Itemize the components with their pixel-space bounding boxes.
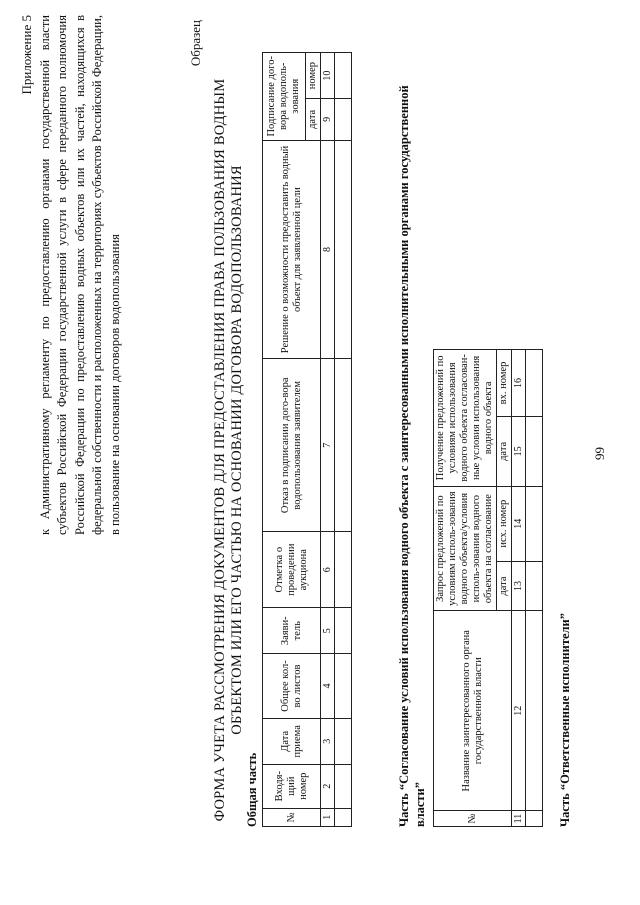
t1-blank-cell	[335, 654, 352, 719]
t1-num-cell: 5	[321, 608, 335, 654]
t2-num-cell: 16	[512, 350, 526, 417]
t1-header-refusal: Отказ в подписании дого-вора водопользования заявителем	[263, 359, 321, 532]
sample-label: Образец	[188, 20, 203, 67]
t2-blank-cell	[526, 486, 543, 561]
t2-num-cell: 11	[512, 811, 526, 827]
t1-blank-cell	[335, 608, 352, 654]
t2-header-request: Запрос предложений по условиям исполь-зования водного объекта/условия исполь-зования водного объекта на согласование	[434, 486, 497, 611]
t1-blank-cell	[335, 718, 352, 764]
t1-num-cell: 3	[321, 718, 335, 764]
t1-num-cell: 10	[321, 53, 335, 99]
t1-num-cell: 7	[321, 359, 335, 532]
t1-num-cell: 9	[321, 99, 335, 140]
t2-subheader-incoming-number: вх. номер	[497, 350, 512, 417]
t1-header-no: №	[263, 808, 321, 826]
appendix-block	[18, 15, 124, 535]
agreement-table	[433, 349, 543, 827]
form-title	[212, 55, 246, 845]
form-title-line1: ФОРМА УЧЕТА РАССМОТРЕНИЯ ДОКУМЕНТОВ ДЛЯ ПРЕДОСТАВЛЕНИЯ ПРАВА ПОЛЬЗОВАНИЯ ВОДНЫМ	[212, 78, 228, 822]
t2-blank-row	[526, 350, 543, 827]
t1-blank-cell	[335, 140, 352, 359]
t2-number-row	[512, 350, 526, 827]
t1-blank-cell	[335, 764, 352, 808]
general-table	[262, 52, 352, 827]
t2-blank-cell	[526, 350, 543, 417]
t2-subheader-outgoing-number: исх. номер	[497, 486, 512, 561]
t2-blank-cell	[526, 611, 543, 811]
t1-blank-cell	[335, 359, 352, 532]
appendix-text: к Административному регламенту по предоставлению органами государственной власти субъектов Российской Федерации государственной услуги в сфере переданного полномочия Российской Федерации по предоставлению водных объектов или их частей, находящихся в федеральной собственности и расположенных на территориях субъектов Российской Федерации, в пользование на основании договоров водопользования	[37, 15, 122, 535]
t1-number-row	[321, 53, 335, 827]
t1-subheader-date: дата	[306, 99, 321, 140]
t2-blank-cell	[526, 811, 543, 827]
t1-header-auction-mark: Отметка о проведении аукциона	[263, 532, 321, 608]
t1-blank-row	[335, 53, 352, 827]
t2-num-cell: 13	[512, 561, 526, 611]
appendix-label: Приложение 5	[19, 15, 34, 95]
t2-num-cell: 12	[512, 611, 526, 811]
t1-num-cell: 6	[321, 532, 335, 608]
t1-num-cell: 2	[321, 764, 335, 808]
page-number: 99	[592, 447, 607, 460]
t1-blank-cell	[335, 532, 352, 608]
section-general-title: Общая часть	[245, 752, 259, 827]
t1-num-cell: 4	[321, 654, 335, 719]
section-agreement-title: Часть “Согласование условий использования водного объекта с заинтересованными исполнительными органами государственной власти”	[397, 85, 427, 827]
form-title-line2: ОБЪЕКТОМ ИЛИ ЕГО ЧАСТЬЮ НА ОСНОВАНИИ ДОГОВОРА ВОДОПОЛЬЗОВАНИЯ	[229, 165, 245, 735]
t2-header-authority-name: Название заинтересованного органа государственной власти	[434, 611, 512, 811]
t1-blank-cell	[335, 808, 352, 826]
t1-num-cell: 1	[321, 808, 335, 826]
t2-header-no: №	[434, 811, 512, 827]
t2-subheader-date: дата	[497, 416, 512, 486]
t2-blank-cell	[526, 561, 543, 611]
t2-num-cell: 14	[512, 486, 526, 561]
t1-subheader-number: номер	[306, 53, 321, 99]
t1-header-applicant: Заяви-тель	[263, 608, 321, 654]
t1-header-incoming-number: Входя-щий номер	[263, 764, 321, 808]
t1-num-cell: 8	[321, 140, 335, 359]
t1-header-decision: Решение о возможности предоставить водный объект для заявленной цели	[263, 140, 321, 359]
t1-header-contract-signing: Подписание дого-вора водополь-зования	[263, 53, 306, 141]
t1-blank-cell	[335, 53, 352, 99]
section-executors-title: Часть “Ответственные исполнители”	[558, 613, 572, 827]
t2-header-receipt: Получение предложений по условиям использования водного объекта согласован-ные условия использования водного объекта	[434, 350, 497, 487]
t2-subheader-date: дата	[497, 561, 512, 611]
t1-header-date-received: Дата приема	[263, 718, 321, 764]
t1-blank-cell	[335, 99, 352, 140]
t2-blank-cell	[526, 416, 543, 486]
t1-header-total-sheets: Общее кол-во листов	[263, 654, 321, 719]
t2-num-cell: 15	[512, 416, 526, 486]
